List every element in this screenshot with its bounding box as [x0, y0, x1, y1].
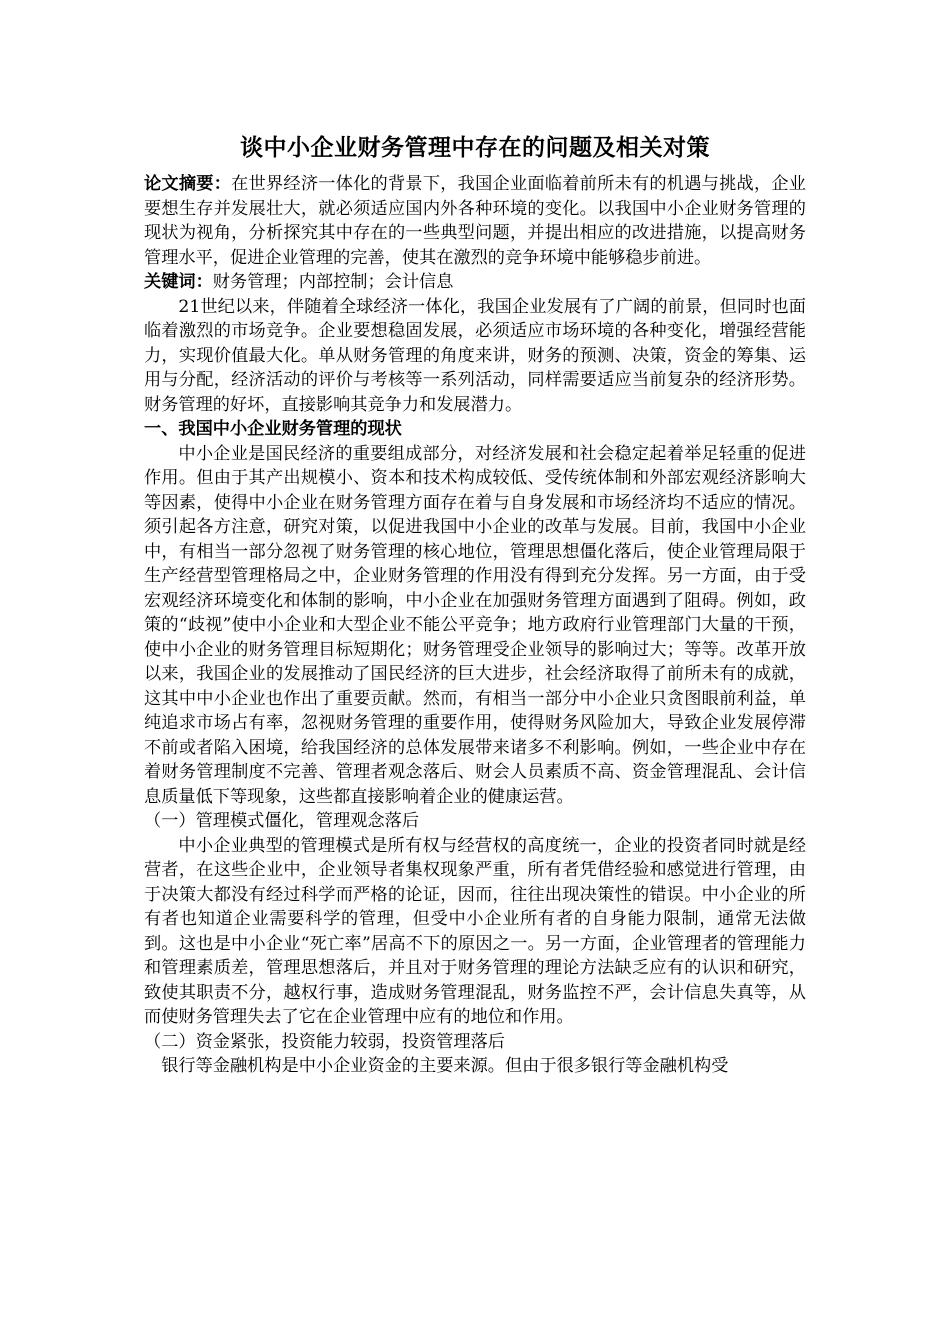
section-1-paragraph: 中小企业是国民经济的重要组成部分，对经济发展和社会稳定起着举足轻重的促进作用。但由于其产出规模小、资本和技术构成较低、受传统体制和外部宏观经济影响大等因素，使得中小企业在财务管理方面存在着与自身发展和市场经济均不适应的情况。须引起各方注意，研究对策，以促进我国中小企业的改革与发展。目前，我国中小企业中，有相当一部分忽视了财务管理的核心地位，管理思想僵化落后，使企业管理局限于生产经营型管理格局之中，企业财务管理的作用没有得到充分发挥。另一方面，由于受宏观经济环境变化和体制的影响，中小企业在加强财务管理方面遇到了阻碍。例如，政策的“歧视”使中小企业和大型企业不能公平竞争；地方政府行业管理部门大量的干预，使中小企业的财务管理目标短期化；财务管理受企业领导的影响过大；等等。改革开放以来，我国企业的发展推动了国民经济的巨大进步，社会经济取得了前所未有的成就，这其中中小企业也作出了重要贡献。然而，有相当一部分中小企业只贪图眼前利益，单纯追求市场占有率，忽视财务管理的重要作用，使得财务风险加大，导致企业发展停滞不前或者陷入困境，给我国经济的总体发展带来诸多不利影响。例如，一些企业中存在着财务管理制度不完善、管理者观念落后、财会人员素质不高、资金管理混乱、会计信息质量低下等现象，这些都直接影响着企业的健康运营。: [144, 443, 806, 807]
keywords-label: 关键词：: [144, 272, 213, 292]
abstract-label: 论文摘要：: [144, 174, 232, 194]
intro-paragraph: 21世纪以来，伴随着全球经济一体化，我国企业发展有了广阔的前景，但同时也面临着激烈的市场竞争。企业要想稳固发展，必须适应市场环境的各种变化，增强经营能力，实现价值最大化。单从财务管理的角度来讲，财务的预测、决策，资金的筹集、运用与分配，经济活动的评价与考核等一系列活动，同样需要适应当前复杂的经济形势。财务管理的好坏，直接影响其竞争力和发展潜力。: [144, 296, 806, 415]
abstract-text: 在世界经济一体化的背景下，我国企业面临着前所未有的机遇与挑战，企业要想生存并发展壮大，就必须适应国内外各种环境的变化。以我国中小企业财务管理的现状为视角，分析探究其中存在的一些典型问题，并提出相应的改进措施，以提高财务管理水平，促进企业管理的完善，使其在激烈的竞争环境中能够稳步前进。: [144, 174, 806, 268]
document-title: 谈中小企业财务管理中存在的问题及相关对策: [240, 134, 710, 161]
subsection-heading-2: （二）资金紧张，投资能力较弱，投资管理落后: [144, 1031, 505, 1052]
abstract-paragraph: [144, 172, 806, 270]
subsection-heading-1: （一）管理模式僵化，管理观念落后: [144, 811, 420, 831]
subsection-2-paragraph: 银行等金融机构是中小企业资金的主要来源。但由于很多银行等金融机构受: [161, 1056, 729, 1076]
keywords-text: 财务管理；内部控制；会计信息: [212, 272, 454, 292]
document-body: [144, 128, 806, 1079]
keywords-line: [144, 270, 806, 295]
subsection-1-paragraph: 中小企业典型的管理模式是所有权与经营权的高度统一，企业的投资者同时就是经营者，在这些企业中，企业领导者集权现象严重，所有者凭借经验和感觉进行管理，由于决策大都没有经过科学而严格的论证，因而，往往出现决策性的错误。中小企业的所有者也知道企业需要科学的管理，但受中小企业所有者的自身能力限制，通常无法做到。这也是中小企业“死亡率”居高不下的原因之一。另一方面，企业管理者的管理能力和管理素质差，管理思想落后，并且对于财务管理的理论方法缺乏应有的认识和研究，致使其职责不分，越权行事，造成财务管理混乱，财务监控不严，会计信息失真等，从而使财务管理失去了它在企业管理中应有的地位和作用。: [144, 835, 806, 1027]
section-heading-1: 一、我国中小企业财务管理的现状: [144, 419, 402, 439]
